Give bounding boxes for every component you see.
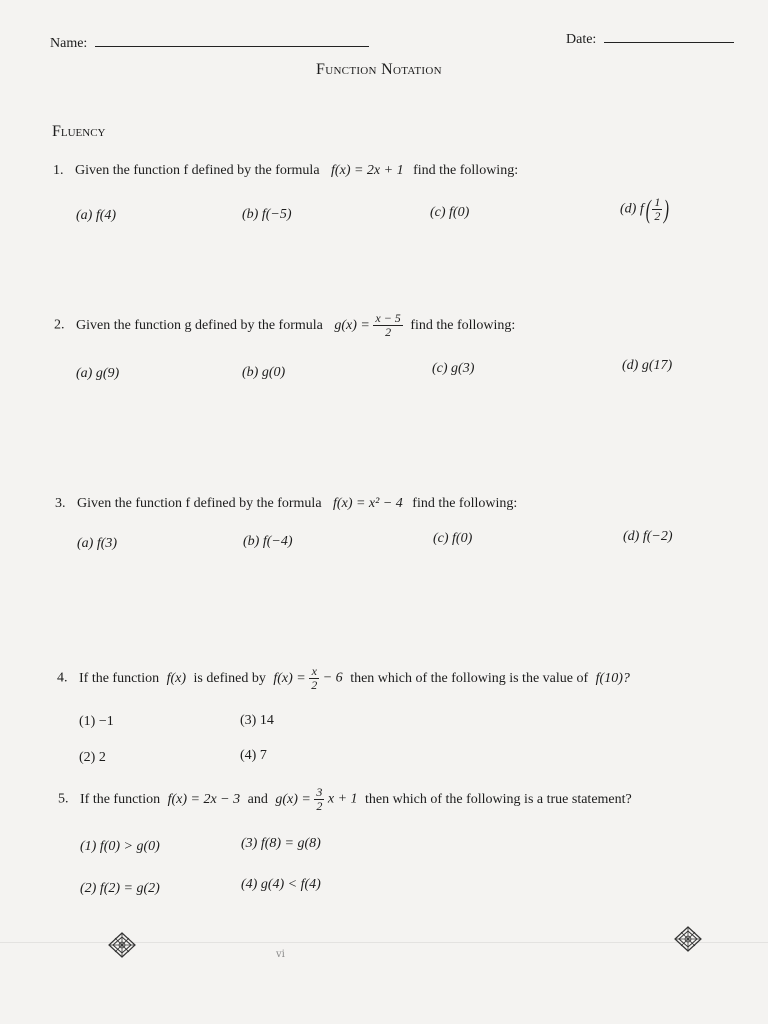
date-line[interactable] [604, 42, 734, 43]
q2-formula-lhs: g(x) = [334, 317, 370, 333]
q5-denominator: 2 [316, 799, 323, 813]
q1-part-d-fraction [652, 196, 662, 223]
q2-numerator: x − 5 [375, 311, 401, 325]
q1-d-denominator: 2 [654, 209, 661, 223]
q3-part-b: (b) f(−4) [243, 534, 293, 549]
q5-numerator: 3 [316, 785, 323, 799]
q5-option-4: (4) g(4) < f(4) [241, 877, 321, 892]
q2-formula-fraction [373, 312, 402, 339]
q4-denominator: 2 [311, 678, 318, 692]
q1-part-a: (a) f(4) [76, 208, 117, 223]
q5-formula-fraction [314, 786, 324, 813]
emblem-icon [674, 926, 702, 952]
section-heading: Fluency [52, 123, 106, 140]
q5-and: and [247, 791, 268, 807]
q4-numerator: x [309, 665, 319, 679]
date-label: Date: [566, 32, 597, 47]
q3-part-a: (a) f(3) [77, 536, 118, 551]
q4-option-2: (2) 2 [79, 750, 106, 765]
name-label: Name: [50, 36, 88, 51]
q4-formula-fraction [309, 665, 319, 692]
question-3 [55, 496, 517, 512]
q2-denominator: 2 [385, 325, 392, 339]
question-4 [57, 665, 630, 692]
q3-number: 3. [55, 496, 66, 511]
name-field[interactable] [50, 36, 369, 52]
q1-part-b: (b) f(−5) [242, 207, 292, 222]
q3-tail: find the following: [412, 496, 518, 511]
q5-text1: If the function [80, 791, 161, 807]
q1-part-d-label: (d) f [620, 201, 644, 217]
question-5 [58, 786, 632, 813]
page-title: Function Notation [316, 61, 442, 78]
q2-text: Given the function g defined by the formula [76, 317, 323, 333]
question-1 [53, 163, 518, 179]
q4-text1: If the function [79, 670, 160, 686]
footer-mark: ⅵ [276, 949, 285, 960]
q1-tail: find the following: [413, 163, 519, 178]
q2-part-a: (a) g(9) [76, 366, 120, 381]
q1-d-numerator: 1 [654, 195, 661, 209]
q5-text2: then which of the following is a true statement? [365, 791, 632, 807]
emblem-icon [108, 932, 136, 958]
q3-formula: f(x) = x² − 4 [333, 496, 403, 511]
q3-text: Given the function f defined by the formula [77, 496, 322, 511]
q1-formula: f(x) = 2x + 1 [331, 163, 404, 178]
q2-part-c: (c) g(3) [432, 361, 475, 376]
q1-part-d: (d) f( $\frac{1}{2}$ ) [620, 194, 670, 224]
q4-option-4: (4) 7 [240, 748, 267, 763]
q5-option-2: (2) f(2) = g(2) [80, 881, 160, 896]
question-2 [54, 312, 515, 339]
date-field[interactable] [566, 32, 734, 48]
q1-part-c: (c) f(0) [430, 205, 470, 220]
q1-number: 1. [53, 163, 64, 178]
q2-part-b: (b) g(0) [242, 365, 286, 380]
q1-text: Given the function f defined by the formula [75, 163, 320, 178]
q2-number: 2. [54, 317, 65, 333]
name-line[interactable] [95, 46, 369, 47]
q5-formula-rhs: x + 1 [327, 791, 358, 807]
q5-option-3: (3) f(8) = g(8) [241, 836, 321, 851]
q5-fx: f(x) = 2x − 3 [167, 791, 241, 807]
q4-option-1: (1) −1 [79, 714, 114, 729]
q4-number: 4. [57, 670, 68, 686]
q5-option-1: (1) f(0) > g(0) [80, 839, 160, 854]
q4-text2: is defined by [193, 670, 266, 686]
q4-option-3: (3) 14 [240, 713, 274, 728]
q4-formula-lhs: f(x) = [273, 670, 306, 686]
q4-formula-rhs: − 6 [322, 670, 343, 686]
q4-fx: f(x) [166, 670, 187, 686]
q4-f10: f(10)? [595, 670, 630, 686]
q2-tail: find the following: [410, 317, 516, 333]
q3-part-d: (d) f(−2) [623, 529, 673, 544]
q3-part-c: (c) f(0) [433, 531, 473, 546]
q2-part-d: (d) g(17) [622, 358, 673, 373]
q4-text3: then which of the following is the value of [350, 670, 589, 686]
q5-number: 5. [58, 791, 69, 807]
q5-formula-lhs: g(x) = [275, 791, 311, 807]
